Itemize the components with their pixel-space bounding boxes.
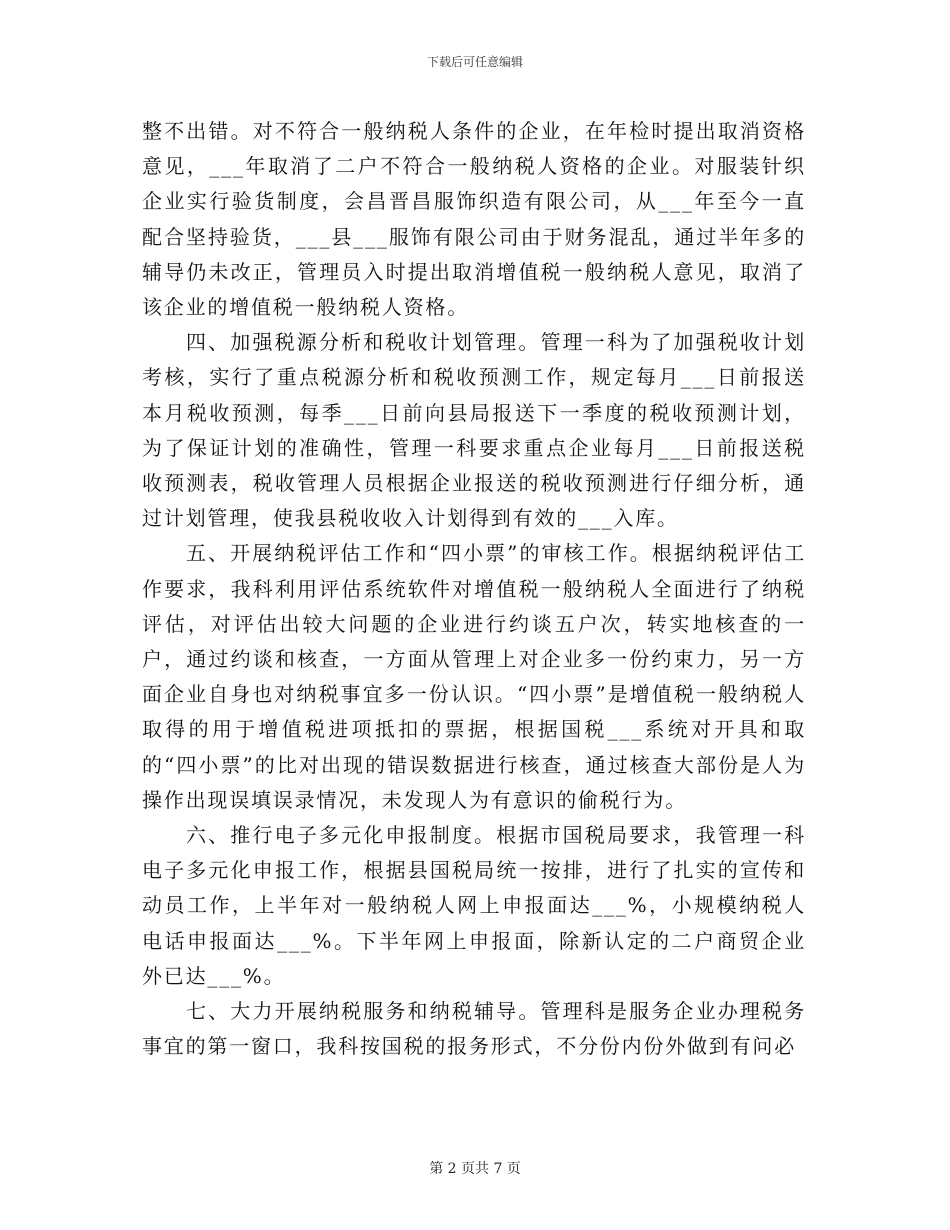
paragraph-4: 六、推行电子多元化申报制度。根据市国税局要求，我管理一科电子多元化申报工作，根据县国税局统一按排，进行了扎实的宣传和动员工作，上半年对一般纳税人网上申报面达___%，小规模纳税人电话申报面达___%。下半年网上申报面，除新认定的二户商贸企业外已达___%。 [142,823,806,988]
paragraph-3: 五、开展纳税评估工作和“四小票”的审核工作。根据纳税评估工作要求，我科利用评估系统软件对增值税一般纳税人全面进行了纳税评估，对评估出较大问题的企业进行约谈五户次，转实地核查的一户，通过约谈和核查，一方面从管理上对企业多一份约束力，另一方面企业自身也对纳税事宜多一份认识。“四小票”是增值税一般纳税人取得的用于增值税进项抵扣的票据，根据国税___系统对开具和取的“四小票”的比对出现的错误数据进行核查，通过核查大部份是人为操作出现误填误录情况，未发现人为有意识的偷税行为。 [142,541,806,812]
paragraph-5: 七、大力开展纳税服务和纳税辅导。管理科是服务企业办理税务事宜的第一窗口，我科按国税的报务形式，不分份内份外做到有问必 [142,999,806,1059]
paragraph-1: 整不出错。对不符合一般纳税人条件的企业，在年检时提出取消资格意见，___年取消了二户不符合一般纳税人资格的企业。对服装针织企业实行验货制度，会昌晋昌服饰织造有限公司，从___年至今一直配合坚持验货，___县___服饰有限公司由于财务混乱，通过半年多的辅导仍未改正，管理员入时提出取消增值税一般纳税人意见，取消了该企业的增值税一般纳税人资格。 [142,119,806,320]
page-footer: 第 2 页共 7 页 [429,1161,521,1177]
page-header: 下载后可任意编辑 [426,55,523,69]
document-body [142,114,806,1064]
paragraph-2: 四、加强税源分析和税收计划管理。管理一科为了加强税收计划考核，实行了重点税源分析和税收预测工作，规定每月___日前报送本月税收预测，每季___日前向县局报送下一季度的税收预测计划，为了保证计划的准确性，管理一科要求重点企业每月___日前报送税收预测表，税收管理人员根据企业报送的税收预测进行仔细分析，通过计划管理，使我县税收收入计划得到有效的___入库。 [142,330,806,531]
